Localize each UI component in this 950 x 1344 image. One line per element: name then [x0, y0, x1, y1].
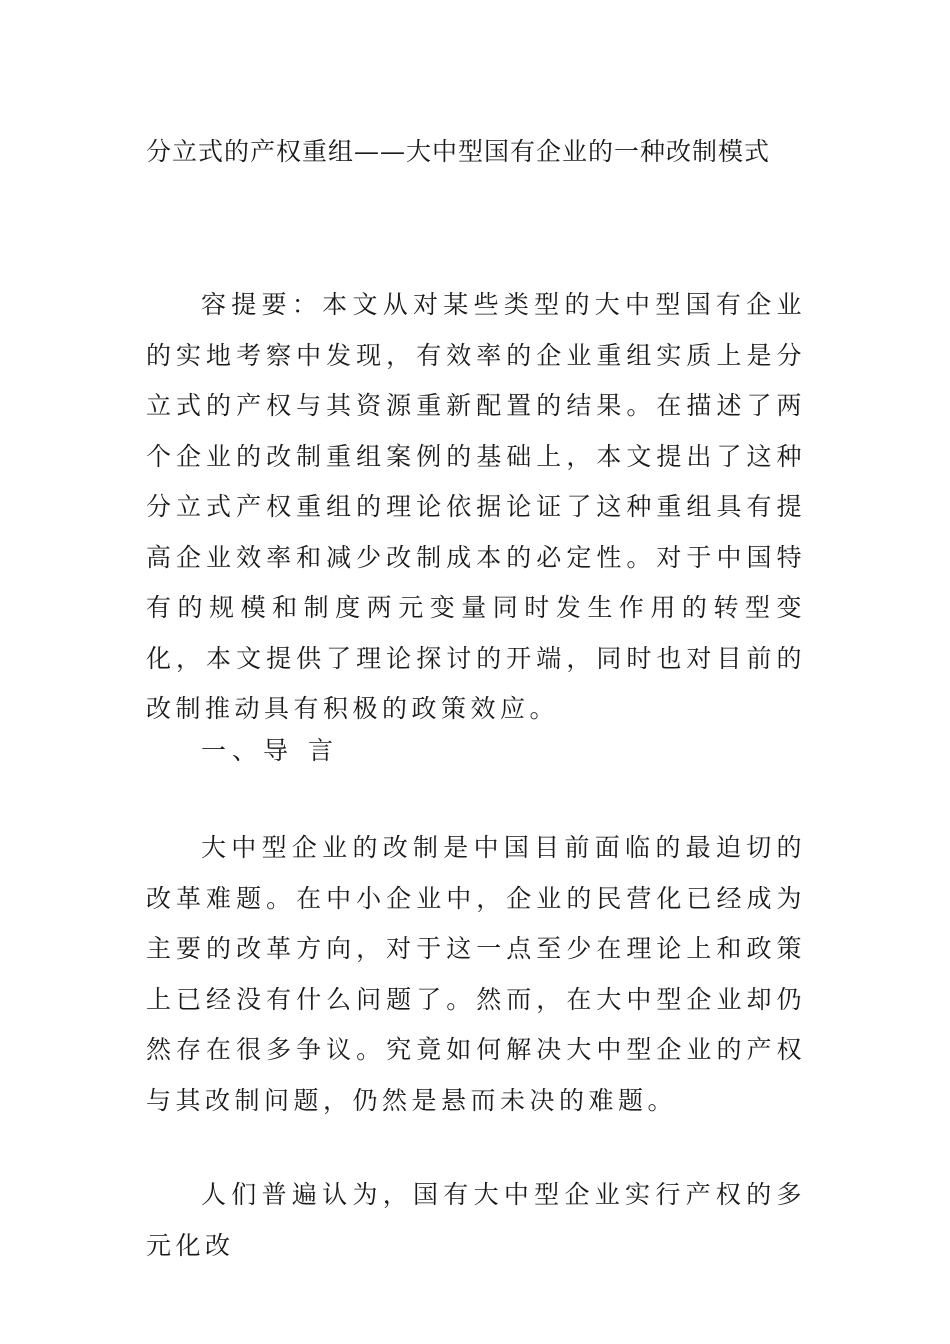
section-heading: 一、导 言 — [201, 736, 339, 765]
abstract-paragraph: 容提要：本文从对某些类型的大中型国有企业的实地考察中发现，有效率的企业重组实质上是分立式的产权与其资源重新配置的结果。在描述了两个企业的改制重组案例的基础上，本文提出了这种分立式产权重组的理论依据论证了这种重组具有提高企业效率和减少改制成本的必定性。对于中国特有的规模和制度两元变量同时发生作用的转型变化，本文提供了理论探讨的开端，同时也对目前的改制推动具有积极的政策效应。 — [146, 290, 806, 723]
document-title: 分立式的产权重组——大中型国有企业的一种改制模式 — [146, 137, 771, 166]
body-paragraph: 大中型企业的改制是中国目前面临的最迫切的改革难题。在中小企业中，企业的民营化已经成为主要的改革方向，对于这一点至少在理论上和政策上已经没有什么问题了。然而，在大中型企业却仍然存在很多争议。究竟如何解决大中型企业的产权与其改制问题，仍然是悬而未决的难题。 — [146, 833, 806, 1115]
body-paragraph: 人们普遍认为，国有大中型企业实行产权的多元化改 — [146, 1180, 806, 1260]
